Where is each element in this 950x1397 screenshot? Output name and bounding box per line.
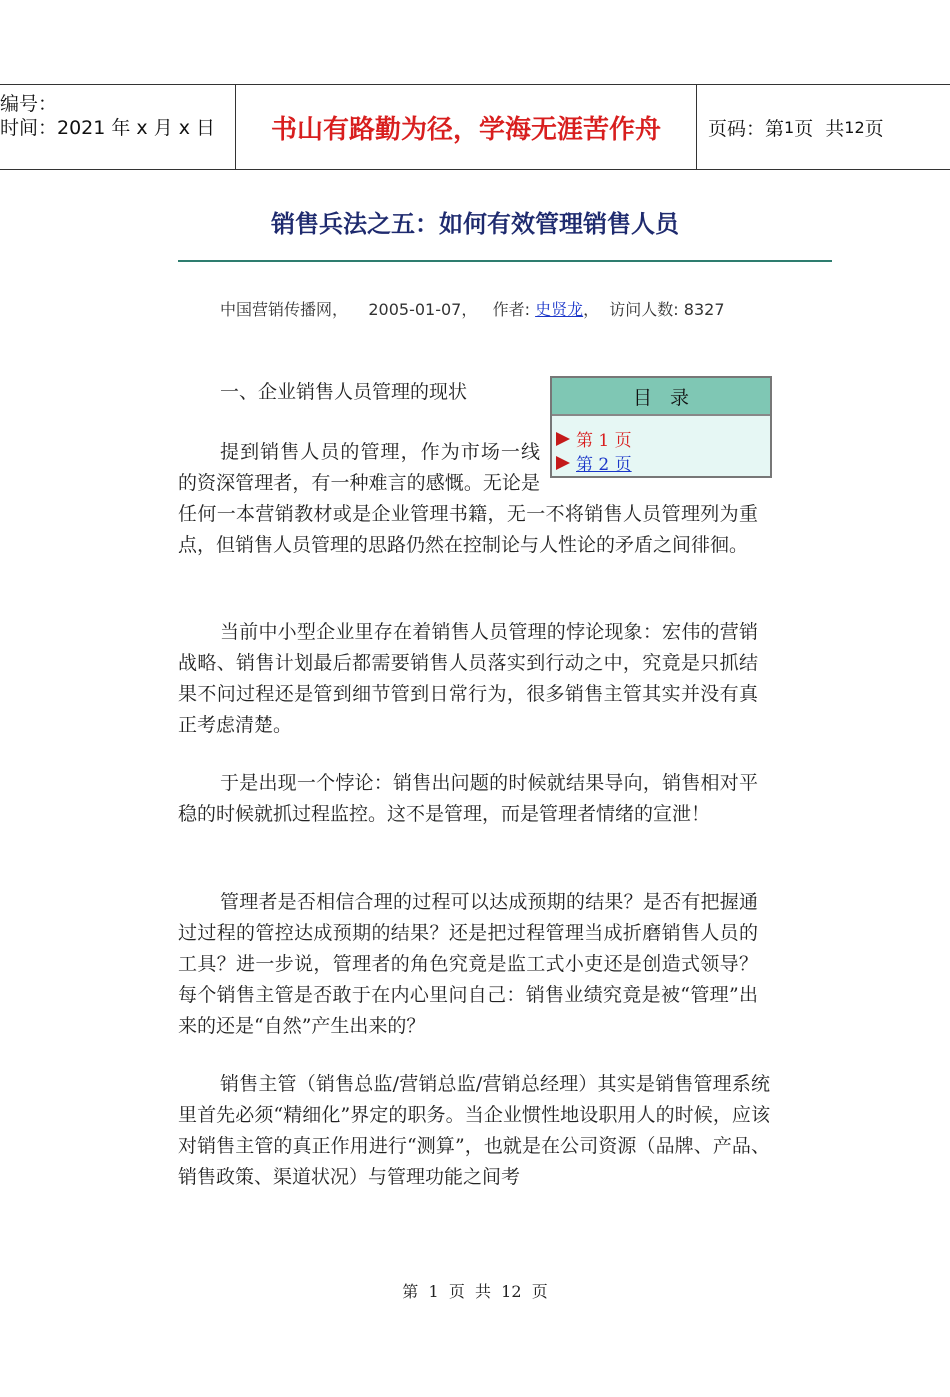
- author-link[interactable]: 史贤龙: [535, 300, 584, 319]
- page-mid-label: 页 共: [794, 117, 845, 140]
- page-footer: 第 1 页 共 12 页: [402, 1282, 548, 1301]
- motto: 书山有路勤为径，学海无涯苦作舟: [236, 85, 697, 169]
- toc-item-label: 第 2 页: [576, 455, 632, 475]
- toc-heading: 目录: [552, 378, 770, 416]
- page-indicator: [708, 85, 884, 169]
- page-number: 1: [784, 117, 795, 137]
- paragraph-3: 于是出现一个悖论：销售出问题的时候就结果导向，销售相对平稳的时候就抓过程监控。这不是管理，而是管理者情绪的宣泄！: [178, 772, 758, 825]
- page-label: 页码：第: [708, 117, 785, 140]
- paragraph-4: 管理者是否相信合理的过程可以达成预期的结果？是否有把握通过过程的管控达成预期的结果？还是把过程管理当成折磨销售人员的工具？进一步说，管理者的角色究竟是监工式小吏还是创造式领导？每个销售主管是否敢于在内心里问自己：销售业绩究竟是被“管理”出来的还是“自然”产生出来的？: [178, 891, 758, 1037]
- visits: ， 访问人数: 8327: [583, 300, 725, 319]
- toc-item-label: 第 1 页: [576, 431, 632, 451]
- publish-date: 2005-01-07，: [368, 300, 478, 319]
- paragraph-1-text: 提到销售人员的管理，作为市场一线的资深管理者，有一种难言的感慨。无论是任何一本营销教材或是企业管理书籍，无一不将销售人员管理列为重点，但销售人员管理的思路仍然在控制论与人性论的矛盾之间徘徊。: [178, 441, 758, 556]
- document-header: [0, 84, 950, 170]
- article-meta: [220, 297, 725, 320]
- source: 中国营销传播网，: [220, 300, 349, 319]
- paragraph-1: [178, 437, 758, 561]
- toc-spacer: [540, 437, 758, 499]
- section-heading: 一、企业销售人员管理的现状: [220, 381, 468, 403]
- paragraph-2: 当前中小型企业里存在着销售人员管理的悖论现象：宏伟的营销战略、销售计划最后都需要销售人员落实到行动之中，究竟是只抓结果不问过程还是管到细节管到日常行为，很多销售主管其实并没有真正考虑清楚。: [178, 621, 758, 736]
- page-total: 12: [844, 117, 865, 137]
- page-end-label: 页: [864, 117, 884, 140]
- author-label: 作者:: [492, 300, 536, 319]
- number-label: 编号：: [0, 93, 58, 115]
- title-divider: [178, 260, 832, 262]
- time-label: 时间：2021 年 x 月 x 日: [0, 117, 216, 139]
- header-info-cell: [0, 85, 236, 169]
- article-title: 销售兵法之五：如何有效管理销售人员: [271, 210, 679, 238]
- paragraph-5: 销售主管（销售总监/营销总监/营销总经理）其实是销售管理系统里首先必须“精细化”界定的职务。当企业惯性地设职用人的时候，应该对销售主管的真正作用进行“测算”，也就是在公司资源（品牌、产品、销售政策、渠道状况）与管理功能之间考: [178, 1073, 770, 1188]
